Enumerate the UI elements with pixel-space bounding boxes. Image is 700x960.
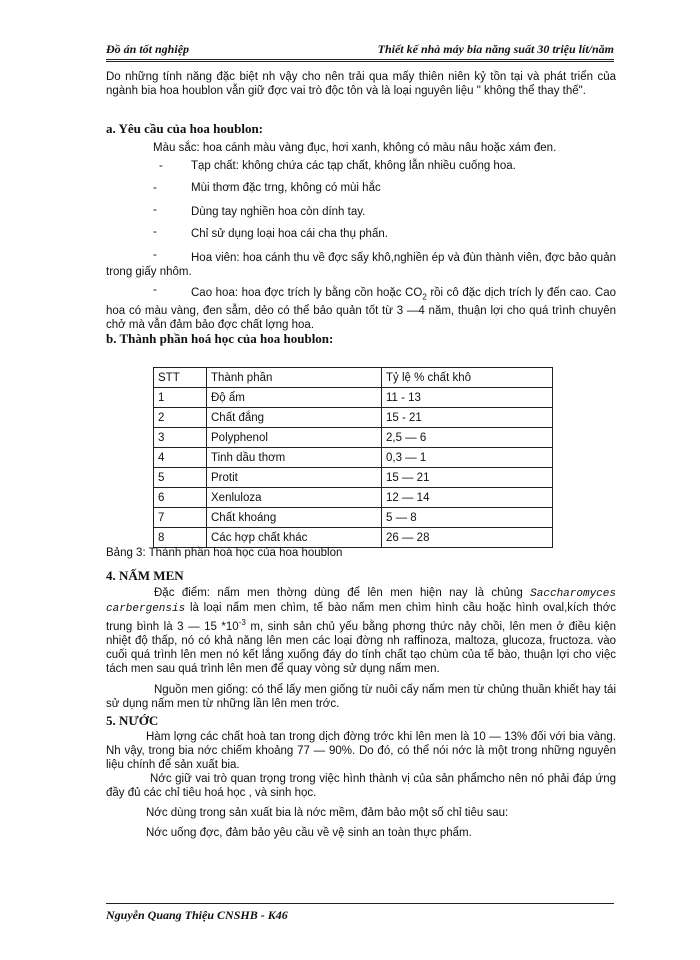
table-cell-component: Xenluloza <box>207 488 382 508</box>
header-right: Thiết kế nhà máy bia năng suất 30 triệu lít/năm <box>377 42 614 56</box>
table-cell-stt: 2 <box>154 408 207 428</box>
water-paragraph-2: Nớc giữ vai trò quan trọng trong việc hình thành vị của sản phẩmcho nên nó phải đáp ứng đầy đủ các chỉ tiêu hoá học , và sinh học. <box>106 773 616 799</box>
yeast-species: Saccharomyces carbergensis <box>106 588 616 615</box>
water-paragraph-3: Nớc dùng trong sản xuất bia là nớc mềm, đảm bảo một số chỉ tiêu sau: <box>146 807 509 819</box>
cao-hoa-paragraph <box>106 286 616 332</box>
table-row <box>154 528 553 548</box>
table-row <box>154 488 553 508</box>
table-cell-stt: 4 <box>154 448 207 468</box>
cao-hoa-text-1: Cao hoa: hoa đợc trích ly bằng cồn hoặc CO <box>191 287 423 299</box>
table-row <box>154 408 553 428</box>
yeast-superscript: -3 <box>238 618 246 627</box>
color-line: Màu sắc: hoa cánh màu vàng đục, hơi xanh, không có màu nâu hoặc xám đen. <box>153 142 557 154</box>
table-row <box>154 428 553 448</box>
table-cell-stt: 8 <box>154 528 207 548</box>
table-cell-component: Chất đắng <box>207 408 382 428</box>
dash-4: - <box>153 226 157 238</box>
table-cell-stt: 5 <box>154 468 207 488</box>
table-cell-ratio: 5 — 8 <box>382 508 553 528</box>
table-cell-stt: 1 <box>154 388 207 408</box>
table-cell-component: Độ ẩm <box>207 388 382 408</box>
dash-2: - <box>153 182 157 194</box>
table-cell-stt: 6 <box>154 488 207 508</box>
requirement-item-4: Chỉ sử dụng loại hoa cái cha thụ phấn. <box>191 228 388 240</box>
header-left: Đồ án tốt nghiệp <box>106 42 190 56</box>
section-b-title: b. Thành phần hoá học của hoa houblon: <box>106 331 334 346</box>
water-paragraph-1: Hàm lợng các chất hoà tan trong dịch đờng trớc khi lên men là 10 — 13% đối với bia vàng. Nh vậy, trong bia nớc chiếm khoảng 77 — 90%. Do đó, có thể nói nớc là một trong những nguyên liệu chính để sản xuất bia. <box>106 731 616 771</box>
table-cell-stt: 7 <box>154 508 207 528</box>
table-cell-stt: 3 <box>154 428 207 448</box>
dash-5: - <box>153 249 157 261</box>
water-paragraph-4: Nớc uống đợc, đảm bảo yêu cầu về vệ sinh an toàn thực phẩm. <box>146 827 472 839</box>
table-row <box>154 388 553 408</box>
table-cell-ratio: 11 - 13 <box>382 388 553 408</box>
requirement-item-3: Dùng tay nghiền hoa còn dính tay. <box>191 206 366 218</box>
dash-1: - <box>159 160 163 172</box>
table-cell-component: Protit <box>207 468 382 488</box>
cao-hoa-text-2: rồi cô đặc dịch trích ly đến cao. Cao hoa có màu vàng, đen sẫm, dẻo có thể bảo quản tốt từ 3 —4 năm, thuận lợi cho quá trình chuyên chở mà vẫn đảm bảo đợc chất lợng hoa. <box>106 287 616 332</box>
table-header-ratio: Tỷ lệ % chất khô <box>382 368 553 388</box>
table-body <box>154 388 553 548</box>
yeast-text-3: m, sinh sản chủ yếu bằng phơng thức nảy chồi, lên men ở điều kiện nhiệt độ thấp, nó có khả năng lên men các loại đờng nh raffinoza, maltoza, glucoza, fructoza. vào cuối quá trình lên men nó kết lắng xuống đáy do tính chất tạo chùm của tế bào, thuận lợi cho việc tách men sau quá trình lên men để quay vòng sử dụng nấm men. <box>106 620 616 675</box>
dash-3: - <box>153 204 157 216</box>
table-cell-ratio: 2,5 — 6 <box>382 428 553 448</box>
cao-hoa-subscript: 2 <box>422 292 427 302</box>
intro-paragraph: Do những tính năng đặc biệt nh vậy cho nên trải qua mấy thiên niên kỷ tồn tại và phát triển của ngành bia hoa houblon vẫn giữ đợc vai trò độc tôn và là loại nguyên liệu " không thể thay thế". <box>106 71 616 97</box>
table-header-row <box>154 368 553 388</box>
table-row <box>154 448 553 468</box>
yeast-paragraph-1 <box>106 586 616 676</box>
chemical-composition-table <box>153 367 553 548</box>
yeast-paragraph-2: Nguồn men giống: có thể lấy men giống từ nuôi cấy nấm men từ chủng thuần khiết hay tái sử dụng nấm men từ những lần lên men trớc. <box>106 684 616 710</box>
table-cell-component: Chất khoáng <box>207 508 382 528</box>
header-rule <box>106 59 614 60</box>
page-header <box>106 42 614 58</box>
table-cell-ratio: 15 — 21 <box>382 468 553 488</box>
table-cell-component: Polyphenol <box>207 428 382 448</box>
table-cell-ratio: 0,3 — 1 <box>382 448 553 468</box>
hoa-vien-paragraph: Hoa viên: hoa cánh thu về đợc sấy khô,nghiền ép và đùn thành viên, đợc bảo quản trong giấy nhôm. <box>106 252 616 278</box>
dash-6: - <box>153 284 157 296</box>
yeast-text-2: là loại nấm men chìm, tế bào nấm men chìm hình cầu hoặc hình oval,kích thớc trung bình là 3 — 15 *10 <box>106 602 616 633</box>
page-footer: Nguyễn Quang Thiệu CNSHB - K46 <box>106 908 288 922</box>
table-row <box>154 508 553 528</box>
section-5-title: 5. NƯỚC <box>106 713 159 728</box>
table-row <box>154 468 553 488</box>
requirement-item-1: Tạp chất: không chứa các tạp chất, không lẫn nhiều cuống hoa. <box>191 160 516 172</box>
section-a-title: a. Yêu cầu của hoa houblon: <box>106 121 263 136</box>
header-rule-2 <box>106 61 614 62</box>
table-caption: Bảng 3: Thành phần hoá học của hoa houblon <box>106 547 343 559</box>
section-4-title: 4. NẤM MEN <box>106 568 184 583</box>
table-cell-ratio: 12 — 14 <box>382 488 553 508</box>
table-cell-ratio: 15 - 21 <box>382 408 553 428</box>
table-cell-ratio: 26 — 28 <box>382 528 553 548</box>
table-cell-component: Tinh dầu thơm <box>207 448 382 468</box>
requirement-item-2: Mùi thơm đặc trng, không có mùi hắc <box>191 182 381 194</box>
footer-rule <box>106 903 614 904</box>
yeast-text-1: Đặc điểm: nấm men thờng dùng để lên men hiện nay là chủng <box>154 587 531 599</box>
table-header-stt: STT <box>154 368 207 388</box>
table-cell-component: Các hợp chất khác <box>207 528 382 548</box>
table-header-component: Thành phần <box>207 368 382 388</box>
